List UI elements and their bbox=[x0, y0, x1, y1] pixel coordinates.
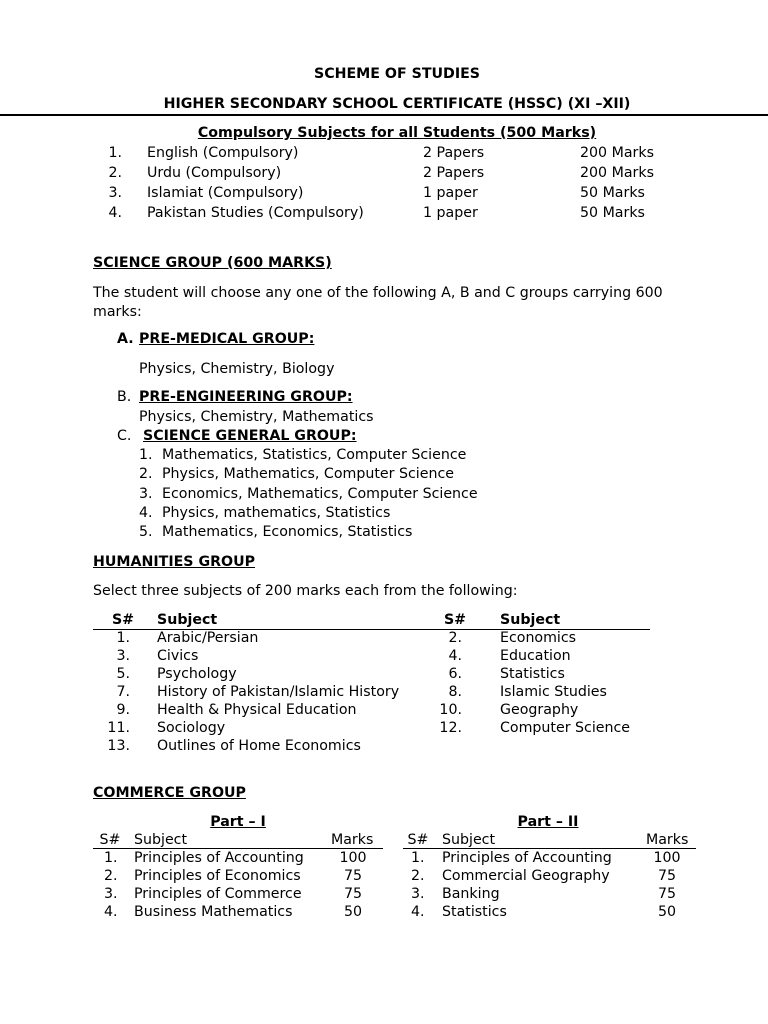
col-subject: Subject bbox=[500, 612, 561, 628]
subject-cell: Sociology bbox=[157, 720, 226, 736]
row-num: 6. bbox=[448, 666, 462, 682]
col-marks: Marks bbox=[646, 832, 689, 848]
option-num: 1. bbox=[139, 447, 153, 463]
subject-cell: Statistics bbox=[500, 666, 565, 682]
subject-cell: Statistics bbox=[442, 904, 507, 920]
marks-cell: 50 bbox=[657, 904, 677, 920]
compulsory-papers: 1 paper bbox=[423, 185, 478, 201]
col-subject: Subject bbox=[157, 612, 218, 628]
col-sno: S# bbox=[407, 832, 429, 848]
subject-cell: Civics bbox=[157, 648, 199, 664]
option-num: 5. bbox=[139, 524, 153, 540]
humanities-intro: Select three subjects of 200 marks each from the following: bbox=[93, 583, 518, 599]
col-marks: Marks bbox=[331, 832, 374, 848]
compulsory-subject: English (Compulsory) bbox=[147, 145, 299, 161]
row-num: 11. bbox=[107, 720, 130, 736]
header-divider bbox=[0, 114, 768, 116]
pre-medical-subjects: Physics, Chemistry, Biology bbox=[139, 361, 335, 377]
subject-cell: Principles of Economics bbox=[134, 868, 301, 884]
row-num: 10. bbox=[439, 702, 462, 718]
subject-cell: Outlines of Home Economics bbox=[157, 738, 361, 754]
compulsory-papers: 2 Papers bbox=[423, 145, 485, 161]
compulsory-papers: 2 Papers bbox=[423, 165, 485, 181]
option-text: Mathematics, Economics, Statistics bbox=[162, 524, 413, 540]
part-two-title: Part – II bbox=[517, 814, 579, 830]
science-intro-cont: marks: bbox=[93, 304, 142, 320]
page-subtitle: HIGHER SECONDARY SCHOOL CERTIFICATE (HSSC) (XI –XII) bbox=[163, 96, 631, 112]
col-subject: Subject bbox=[442, 832, 496, 848]
option-text: Physics, mathematics, Statistics bbox=[162, 505, 391, 521]
subject-cell: Principles of Accounting bbox=[134, 850, 304, 866]
option-num: 3. bbox=[139, 486, 153, 502]
part-two-header-rule bbox=[403, 848, 696, 849]
pre-engineering-subjects: Physics, Chemistry, Mathematics bbox=[139, 409, 374, 425]
col-sno: S# bbox=[111, 612, 135, 628]
commerce-heading: COMMERCE GROUP bbox=[93, 785, 246, 801]
page-title: SCHEME OF STUDIES bbox=[313, 66, 481, 82]
science-general-title: SCIENCE GENERAL GROUP: bbox=[143, 428, 357, 444]
row-num: 13. bbox=[107, 738, 130, 754]
marks-cell: 75 bbox=[657, 886, 677, 902]
marks-cell: 100 bbox=[339, 850, 367, 866]
marks-cell: 75 bbox=[657, 868, 677, 884]
row-num: 4. bbox=[104, 904, 118, 920]
subject-cell: Banking bbox=[442, 886, 500, 902]
compulsory-num: 1. bbox=[108, 145, 122, 161]
option-num: 2. bbox=[139, 466, 153, 482]
compulsory-marks: 50 Marks bbox=[580, 205, 645, 221]
humanities-heading: HUMANITIES GROUP bbox=[93, 554, 255, 570]
compulsory-num: 2. bbox=[108, 165, 122, 181]
compulsory-papers: 1 paper bbox=[423, 205, 478, 221]
row-num: 9. bbox=[116, 702, 130, 718]
part-one-header-rule bbox=[93, 848, 383, 849]
row-num: 2. bbox=[448, 630, 462, 646]
part-one-title: Part – I bbox=[210, 814, 266, 830]
subject-cell: Islamic Studies bbox=[500, 684, 607, 700]
row-num: 4. bbox=[448, 648, 462, 664]
subject-cell: Business Mathematics bbox=[134, 904, 293, 920]
compulsory-marks: 200 Marks bbox=[580, 145, 654, 161]
science-intro: The student will choose any one of the following A, B and C groups carrying 600 bbox=[93, 285, 663, 301]
compulsory-num: 4. bbox=[108, 205, 122, 221]
row-num: 2. bbox=[104, 868, 118, 884]
subject-cell: Computer Science bbox=[500, 720, 631, 736]
marks-cell: 75 bbox=[343, 886, 363, 902]
row-num: 7. bbox=[116, 684, 130, 700]
row-num: 12. bbox=[439, 720, 462, 736]
row-num: 3. bbox=[116, 648, 130, 664]
row-num: 1. bbox=[116, 630, 130, 646]
group-letter: C. bbox=[117, 428, 132, 444]
subject-cell: Principles of Accounting bbox=[442, 850, 612, 866]
option-text: Physics, Mathematics, Computer Science bbox=[162, 466, 454, 482]
marks-cell: 75 bbox=[343, 868, 363, 884]
marks-cell: 50 bbox=[343, 904, 363, 920]
pre-engineering-title: PRE-ENGINEERING GROUP: bbox=[139, 389, 353, 405]
subject-cell: Principles of Commerce bbox=[134, 886, 302, 902]
row-num: 5. bbox=[116, 666, 130, 682]
option-text: Economics, Mathematics, Computer Science bbox=[162, 486, 478, 502]
subject-cell: Economics bbox=[500, 630, 577, 646]
subject-cell: Geography bbox=[500, 702, 579, 718]
option-text: Mathematics, Statistics, Computer Science bbox=[162, 447, 467, 463]
row-num: 4. bbox=[411, 904, 425, 920]
compulsory-subject: Islamiat (Compulsory) bbox=[147, 185, 304, 201]
subject-cell: Commercial Geography bbox=[442, 868, 610, 884]
row-num: 1. bbox=[104, 850, 118, 866]
group-letter: B. bbox=[117, 389, 132, 405]
compulsory-num: 3. bbox=[108, 185, 122, 201]
row-num: 2. bbox=[411, 868, 425, 884]
col-sno: S# bbox=[443, 612, 467, 628]
subject-cell: Health & Physical Education bbox=[157, 702, 357, 718]
row-num: 3. bbox=[411, 886, 425, 902]
science-heading: SCIENCE GROUP (600 MARKS) bbox=[93, 255, 332, 271]
subject-cell: History of Pakistan/Islamic History bbox=[157, 684, 400, 700]
marks-cell: 100 bbox=[653, 850, 681, 866]
group-letter: A. bbox=[117, 331, 134, 347]
subject-cell: Education bbox=[500, 648, 571, 664]
row-num: 1. bbox=[411, 850, 425, 866]
compulsory-marks: 200 Marks bbox=[580, 165, 654, 181]
compulsory-heading: Compulsory Subjects for all Students (500 Marks) bbox=[197, 125, 597, 141]
option-num: 4. bbox=[139, 505, 153, 521]
compulsory-subject: Urdu (Compulsory) bbox=[147, 165, 282, 181]
compulsory-subject: Pakistan Studies (Compulsory) bbox=[147, 205, 364, 221]
subject-cell: Arabic/Persian bbox=[157, 630, 259, 646]
pre-medical-title: PRE-MEDICAL GROUP: bbox=[139, 331, 315, 347]
compulsory-marks: 50 Marks bbox=[580, 185, 645, 201]
col-sno: S# bbox=[99, 832, 121, 848]
row-num: 3. bbox=[104, 886, 118, 902]
subject-cell: Psychology bbox=[157, 666, 237, 682]
col-subject: Subject bbox=[134, 832, 188, 848]
row-num: 8. bbox=[448, 684, 462, 700]
